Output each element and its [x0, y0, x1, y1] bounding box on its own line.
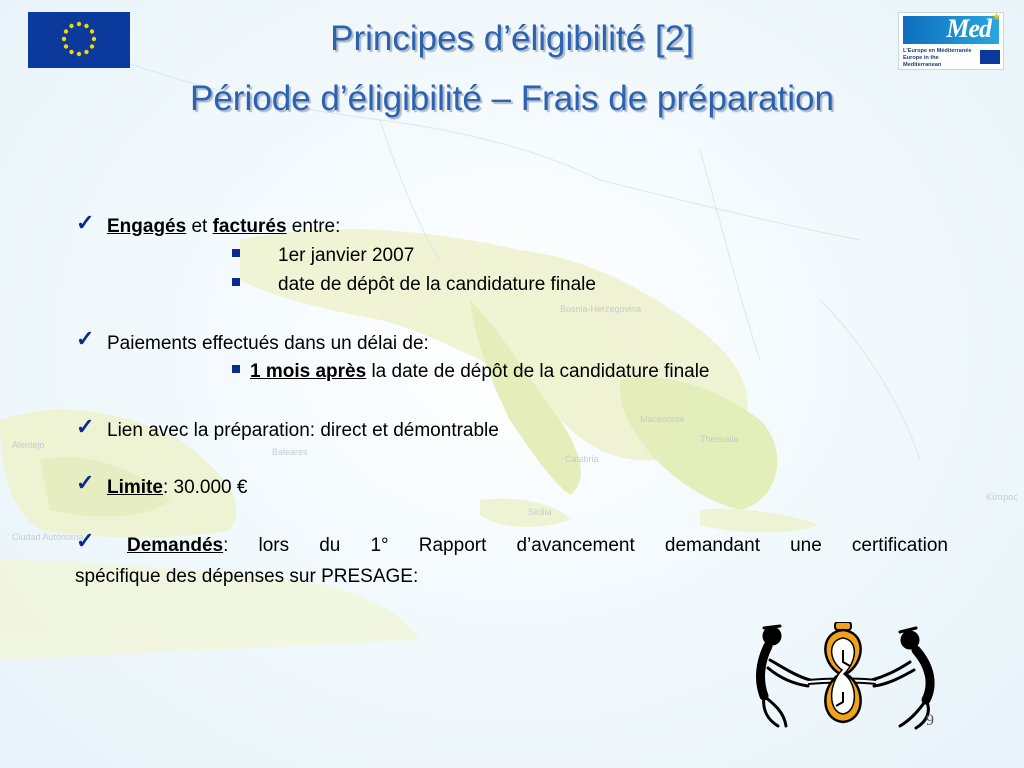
square-bullet-icon — [232, 365, 240, 373]
item-lien: Lien avec la préparation: direct et démontrable — [107, 420, 499, 441]
item-demandes-line2: spécifique des dépenses sur PRESAGE: — [75, 566, 419, 587]
checkmark-icon: ✓ — [76, 470, 95, 495]
svg-text:Baleares: Baleares — [272, 447, 308, 457]
item-demandes-line1: Demandés: lors du 1° Rapport d’avancement demandant une certification — [127, 535, 948, 556]
slide-title-line2: Période d’éligibilité – Frais de préparation — [190, 79, 834, 118]
svg-text:Κύπρος: Κύπρος — [986, 492, 1018, 502]
item-engages: Engagés et facturés entre: — [107, 216, 341, 237]
svg-text:Sicilia: Sicilia — [528, 507, 552, 517]
svg-text:Bosnia-Herzegovina: Bosnia-Herzegovina — [560, 304, 642, 314]
checkmark-icon: ✓ — [76, 210, 95, 235]
star-icon: ★ — [992, 12, 1001, 23]
item-limite: Limite: 30.000 € — [107, 477, 248, 498]
slide-title-line1: Principes d’éligibilité [2] — [330, 19, 694, 58]
item-paiements-sub: 1 mois après la date de dépôt de la candidature finale — [250, 361, 710, 382]
svg-text:Thessalia: Thessalia — [700, 434, 739, 444]
checkmark-icon: ✓ — [76, 528, 95, 553]
svg-text:Ciudad Autónoma: Ciudad Autónoma — [12, 532, 84, 542]
square-bullet-icon — [232, 278, 240, 286]
item-engages-sub1: 1er janvier 2007 — [278, 245, 415, 266]
svg-text:Macedonia: Macedonia — [640, 414, 685, 424]
med-logo-tagline: L'Europe en Méditerranée Europe in the Mediterranean — [903, 48, 972, 68]
med-logo-wordmark: Med — [903, 16, 999, 44]
clock-icon — [825, 622, 860, 722]
eu-mini-flag-icon — [980, 50, 1000, 64]
item-engages-sub2: date de dépôt de la candidature finale — [278, 274, 596, 295]
square-bullet-icon — [232, 249, 240, 257]
svg-text:Calabria: Calabria — [565, 454, 599, 464]
svg-text:Alentejo: Alentejo — [12, 440, 45, 450]
tug-of-war-clock-clipart — [750, 622, 950, 734]
checkmark-icon: ✓ — [76, 326, 95, 351]
item-paiements: Paiements effectués dans un délai de: — [107, 333, 429, 354]
checkmark-icon: ✓ — [76, 414, 95, 439]
page-number: 9 — [926, 712, 934, 729]
